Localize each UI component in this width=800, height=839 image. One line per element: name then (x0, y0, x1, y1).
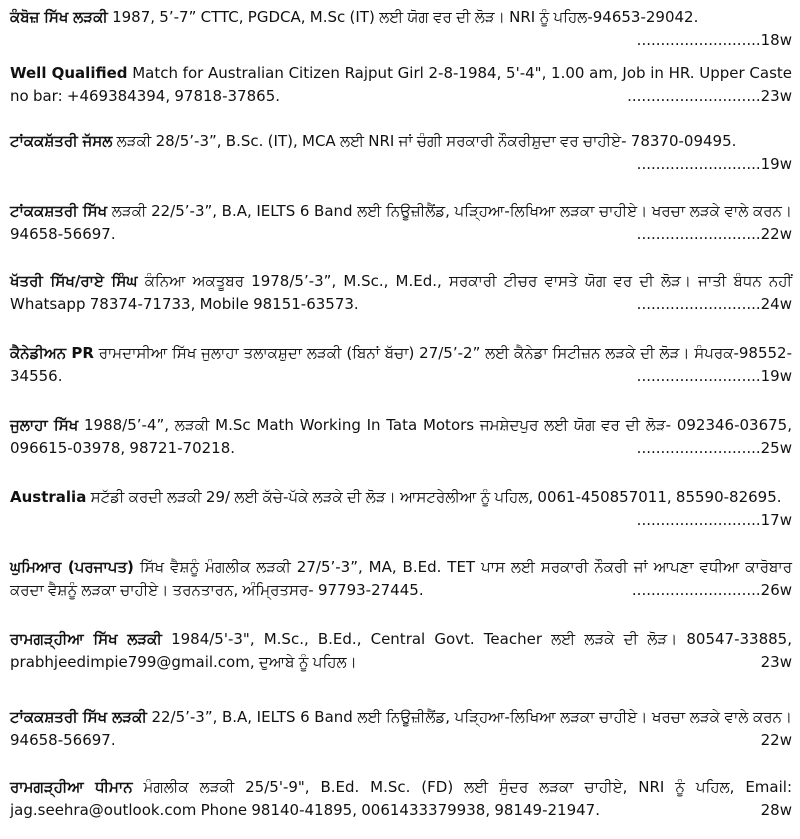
ad-entry (10, 776, 792, 822)
ad-code: ...........................26w (631, 581, 792, 599)
ad-code: ..........................17w (636, 511, 792, 529)
ad-body: ਕੰਨਿਆ ਅਕਤੂਬਰ 1978/5’-3”, M.Sc., M.Ed., ਸਰਕਾਰੀ ਟੀਚਰ ਵਾਸਤੇ ਯੋਗ ਵਰ ਦੀ ਲੋੜ। ਜਾਤੀ ਬੰਧਨ ਨਹੀਂ Whatsapp 78374-71733, Mobile 98151-63573. (10, 272, 792, 313)
ad-heading: Well Qualified (10, 64, 128, 82)
ad-code: ..........................22w (636, 225, 792, 243)
ad-body: 1987, 5’-7” CTTC, PGDCA, M.Sc (IT) ਲਈ ਯੋਗ ਵਰ ਦੀ ਲੋੜ। NRI ਨੂੰ ਪਹਿਲ-94653-29042. (107, 8, 699, 26)
ad-entry (10, 556, 792, 602)
ad-entry (10, 6, 792, 52)
ad-body: Match for Australian Citizen Rajput Girl 2-8-1984, 5'-4", 1.00 am, Job in HR. Upper Caste no bar: +469384394, 97818-37865. (10, 64, 792, 105)
ad-code: ..........................25w (636, 439, 792, 457)
ad-body: 1984/5'-3", M.Sc., B.Ed., Central Govt. Teacher ਲਈ ਲੜਕੇ ਦੀ ਲੋੜ। 80547-33885, prabhjeedimpie799@gmail.com, ਦੁਆਬੇ ਨੂੰ ਪਹਿਲ। (10, 630, 792, 671)
ad-code: 22w (760, 731, 792, 749)
ad-entry (10, 130, 792, 176)
ad-code: ..........................19w (636, 155, 792, 173)
ad-heading: ਘੁਮਿਆਰ (ਪਰਜਾਪਤ) (10, 558, 134, 576)
ad-code: ............................23w (627, 87, 792, 105)
ad-heading: ਟਾਂਕਕਸ਼ੱਤਰੀ ਜੱਸਲ (10, 132, 113, 150)
ad-heading: Australia (10, 488, 87, 506)
ad-heading: ਖੱਤਰੀ ਸਿੱਖ/ਰਾਏ ਸਿੰਘ (10, 272, 138, 290)
ad-body: ਸਿੱਖ ਵੈਸ਼ਨੂੰ ਮੰਗਲੀਕ ਲੜਕੀ 27/5’-3”, MA, B.Ed. TET ਪਾਸ ਲਈ ਸਰਕਾਰੀ ਨੌਕਰੀ ਜਾਂ ਆਪਣਾ ਵਧੀਆ ਕਾਰੋਬਾਰ ਕਰਦਾ ਵੈਸ਼ਨੂੰ ਲੜਕਾ ਚਾਹੀਏ। ਤਰਨਤਾਰਨ, ਅੰਮ੍ਰਿਤਸਰ- 97793-27445. (10, 558, 792, 599)
ad-body: 22/5’-3”, B.A, IELTS 6 Band ਲਈ ਨਿਊਜ਼ੀਲੈਂਡ, ਪੜ੍ਹਿਆ-ਲਿਖਿਆ ਲੜਕਾ ਚਾਹੀਏ। ਖਰਚਾ ਲੜਕੇ ਵਾਲੇ ਕਰਨ। 94658-56697. (10, 708, 792, 749)
ad-entry (10, 342, 792, 388)
ad-code: 28w (760, 801, 792, 819)
ad-code: 23w (760, 653, 792, 671)
ad-body: 1988/5’-4”, ਲੜਕੀ M.Sc Math Working In Tata Motors ਜਮਸ਼ੇਦਪੁਰ ਲਈ ਯੋਗ ਵਰ ਦੀ ਲੋੜ- 092346-03675, 096615-03978, 98721-70218. (10, 416, 792, 457)
ad-code: ..........................24w (636, 295, 792, 313)
ad-heading: ਰਾਮਗੜ੍ਹੀਆ ਧੀਮਾਨ (10, 778, 133, 796)
ad-heading: ਜੁਲਾਹਾ ਸਿੱਖ (10, 416, 79, 434)
ad-entry (10, 414, 792, 460)
ad-code: ..........................18w (636, 31, 792, 49)
ad-body: ਸਟੱਡੀ ਕਰਦੀ ਲੜਕੀ 29/ ਲਈ ਕੱਚੇ-ਪੱਕੇ ਲੜਕੇ ਦੀ ਲੋੜ। ਆਸਟਰੇਲੀਆ ਨੂੰ ਪਹਿਲ, 0061-450857011, 85590-82695. (86, 488, 782, 506)
ad-body: ਲੜਕੀ 28/5’-3”, B.Sc. (IT), MCA ਲਈ NRI ਜਾਂ ਚੰਗੀ ਸਰਕਾਰੀ ਨੌਕਰੀਸ਼ੁਦਾ ਵਰ ਚਾਹੀਏ- 78370-09495. (112, 132, 737, 150)
ad-body: ਲੜਕੀ 22/5’-3”, B.A, IELTS 6 Band ਲਈ ਨਿਊਜ਼ੀਲੈਂਡ, ਪੜ੍ਹਿਆ-ਲਿਖਿਆ ਲੜਕਾ ਚਾਹੀਏ। ਖਰਚਾ ਲੜਕੇ ਵਾਲੇ ਕਰਨ। 94658-56697. (10, 202, 792, 243)
ad-heading: ਰਾਮਗੜ੍ਹੀਆ ਸਿੱਖ ਲੜਕੀ (10, 630, 162, 648)
ad-body: ਮੰਗਲੀਕ ਲੜਕੀ 25/5'-9", B.Ed. M.Sc. (FD) ਲਈ ਸੁੰਦਰ ਲੜਕਾ ਚਾਹੀਏ, NRI ਨੂੰ ਪਹਿਲ, Email: jag.seehra@outlook.com Phone 98140-41895, 0061433379938, 98149-21947. (10, 778, 792, 819)
ad-heading: ਕੰਬੋਜ਼ ਸਿੱਖ ਲੜਕੀ (10, 8, 108, 26)
ad-body: ਰਾਮਦਾਸੀਆ ਸਿੱਖ ਜੁਲਾਹਾ ਤਲਾਕਸ਼ੁਦਾ ਲੜਕੀ (ਬਿਨਾਂ ਬੱਚਾ) 27/5’-2” ਲਈ ਕੈਨੇਡਾ ਸਿਟੀਜ਼ਨ ਲੜਕੇ ਦੀ ਲੋੜ। ਸੰਪਰਕ-98552-34556. (10, 344, 793, 385)
ad-heading: ਕੈਨੇਡੀਅਨ PR (10, 344, 94, 362)
ad-heading: ਟਾਂਕਕਸ਼ਤਰੀ ਸਿੱਖ (10, 202, 108, 220)
ad-entry (10, 486, 792, 532)
ad-entry (10, 200, 792, 246)
ad-heading: ਟਾਂਕਕਸ਼ਤਰੀ ਸਿੱਖ ਲੜਕੀ (10, 708, 147, 726)
ad-entry (10, 270, 792, 316)
ad-entry (10, 706, 792, 752)
ad-entry (10, 628, 792, 674)
ad-entry (10, 62, 792, 108)
ad-code: ..........................19w (636, 367, 792, 385)
